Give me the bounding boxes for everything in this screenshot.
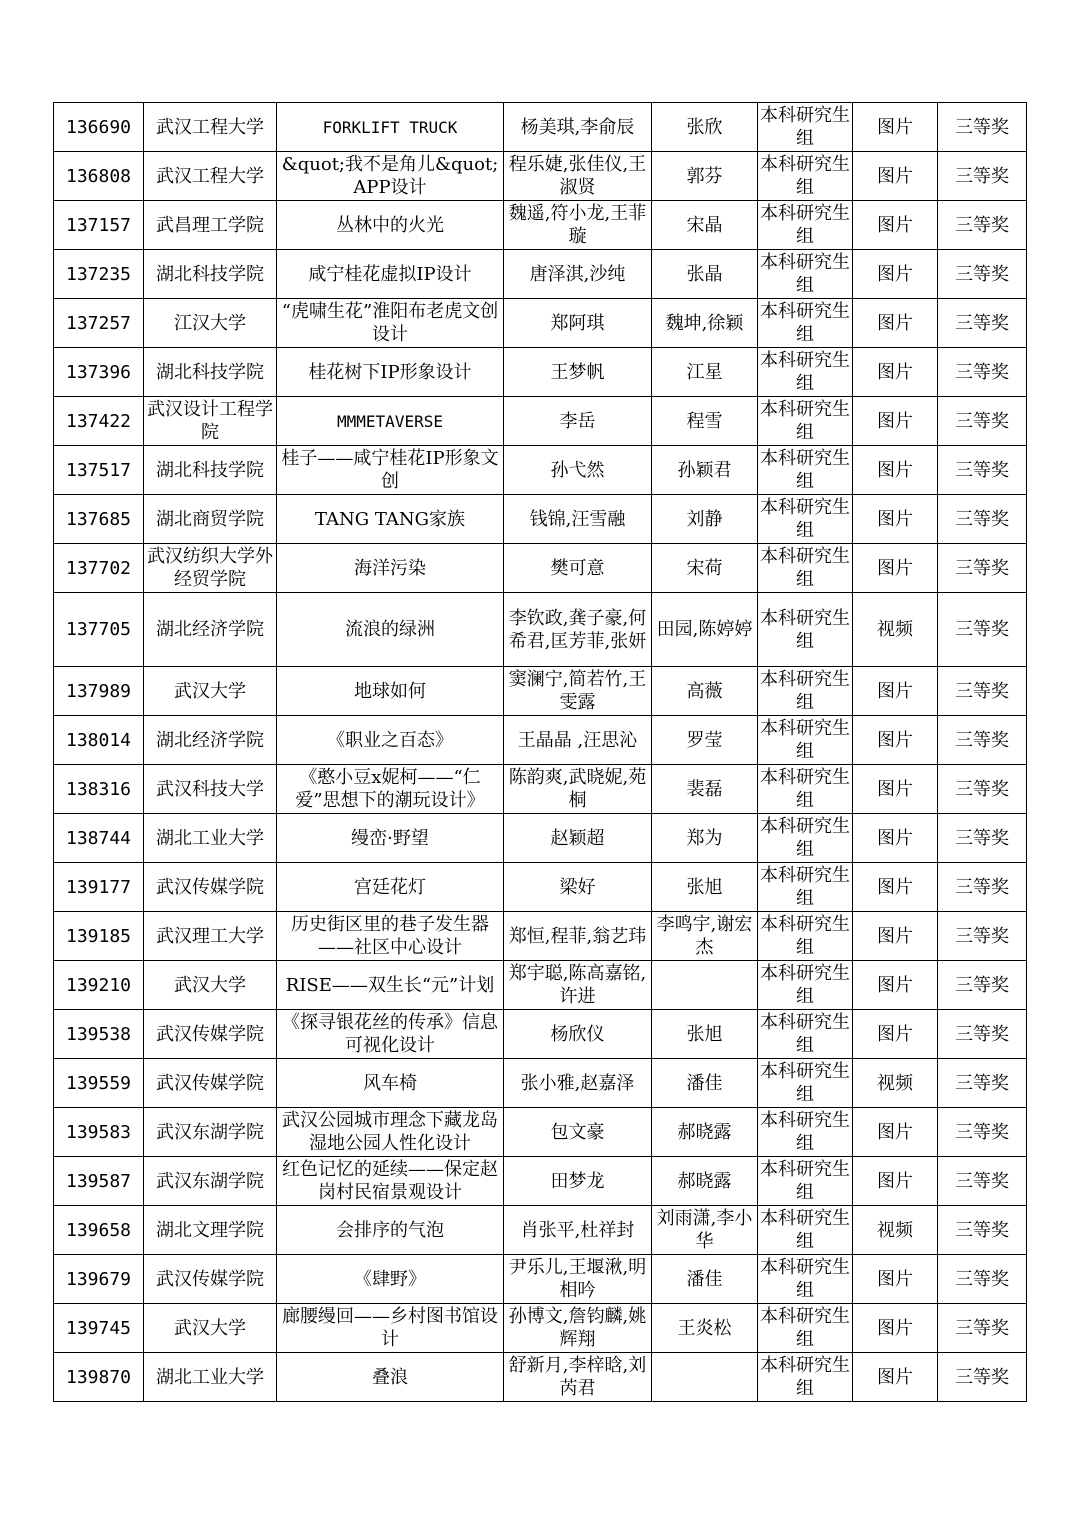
table-row <box>54 765 1027 814</box>
group-cell: 本科研究生组 <box>758 765 853 814</box>
school-cell: 武汉科技大学 <box>144 765 277 814</box>
entry-id-cell: 137396 <box>54 348 144 397</box>
table-row <box>54 1304 1027 1353</box>
title-cell: 桂子——咸宁桂花IP形象文创 <box>277 446 504 495</box>
title-cell: 廊腰缦回——乡村图书馆设计 <box>277 1304 504 1353</box>
type-cell: 视频 <box>853 593 938 667</box>
title-cell: 《职业之百态》 <box>277 716 504 765</box>
entry-id-cell: 136690 <box>54 103 144 152</box>
table-row <box>54 397 1027 446</box>
entry-id-cell: 139658 <box>54 1206 144 1255</box>
entry-id-cell: 138316 <box>54 765 144 814</box>
entry-id-cell: 137705 <box>54 593 144 667</box>
title-cell: 会排序的气泡 <box>277 1206 504 1255</box>
authors-cell: 舒新月,李梓晗,刘芮君 <box>504 1353 652 1402</box>
award-cell: 三等奖 <box>938 299 1027 348</box>
type-cell: 图片 <box>853 1353 938 1402</box>
type-cell: 图片 <box>853 1108 938 1157</box>
table-row <box>54 667 1027 716</box>
title-cell: 《憨小豆x妮柯——“仁爱”思想下的潮玩设计》 <box>277 765 504 814</box>
table-row <box>54 961 1027 1010</box>
group-cell: 本科研究生组 <box>758 1157 853 1206</box>
table-row <box>54 544 1027 593</box>
advisor-cell: 宋晶 <box>652 201 758 250</box>
advisor-cell: 张旭 <box>652 863 758 912</box>
authors-cell: 孙博文,詹钧麟,姚辉翔 <box>504 1304 652 1353</box>
group-cell: 本科研究生组 <box>758 1206 853 1255</box>
table-row <box>54 250 1027 299</box>
advisor-cell: 程雪 <box>652 397 758 446</box>
award-cell: 三等奖 <box>938 544 1027 593</box>
advisor-cell: 刘雨潇,李小华 <box>652 1206 758 1255</box>
group-cell: 本科研究生组 <box>758 201 853 250</box>
entry-id-cell: 137989 <box>54 667 144 716</box>
group-cell: 本科研究生组 <box>758 961 853 1010</box>
group-cell: 本科研究生组 <box>758 348 853 397</box>
award-cell: 三等奖 <box>938 593 1027 667</box>
group-cell: 本科研究生组 <box>758 250 853 299</box>
title-cell: 宫廷花灯 <box>277 863 504 912</box>
authors-cell: 杨美琪,李俞辰 <box>504 103 652 152</box>
group-cell: 本科研究生组 <box>758 397 853 446</box>
type-cell: 图片 <box>853 397 938 446</box>
group-cell: 本科研究生组 <box>758 446 853 495</box>
authors-cell: 唐泽淇,沙纯 <box>504 250 652 299</box>
group-cell: 本科研究生组 <box>758 1353 853 1402</box>
authors-cell: 尹乐儿,王堰湫,明相吟 <box>504 1255 652 1304</box>
table-row <box>54 1353 1027 1402</box>
advisor-cell: 郝晓露 <box>652 1157 758 1206</box>
advisor-cell: 潘佳 <box>652 1059 758 1108</box>
type-cell: 图片 <box>853 152 938 201</box>
title-cell: 咸宁桂花虚拟IP设计 <box>277 250 504 299</box>
advisor-cell: 高薇 <box>652 667 758 716</box>
award-cell: 三等奖 <box>938 765 1027 814</box>
school-cell: 武汉传媒学院 <box>144 1059 277 1108</box>
entry-id-cell: 137157 <box>54 201 144 250</box>
authors-cell: 陈韵爽,武晓妮,苑桐 <box>504 765 652 814</box>
authors-cell: 张小雅,赵嘉泽 <box>504 1059 652 1108</box>
table-row <box>54 152 1027 201</box>
award-cell: 三等奖 <box>938 1255 1027 1304</box>
advisor-cell: 张晶 <box>652 250 758 299</box>
award-cell: 三等奖 <box>938 1206 1027 1255</box>
entry-id-cell: 137257 <box>54 299 144 348</box>
award-cell: 三等奖 <box>938 1353 1027 1402</box>
group-cell: 本科研究生组 <box>758 716 853 765</box>
advisor-cell: 孙颖君 <box>652 446 758 495</box>
school-cell: 湖北工业大学 <box>144 814 277 863</box>
school-cell: 湖北经济学院 <box>144 593 277 667</box>
advisor-cell: 郑为 <box>652 814 758 863</box>
school-cell: 湖北经济学院 <box>144 716 277 765</box>
type-cell: 图片 <box>853 299 938 348</box>
title-cell: 叠浪 <box>277 1353 504 1402</box>
title-cell: TANG TANG家族 <box>277 495 504 544</box>
entry-id-cell: 139870 <box>54 1353 144 1402</box>
awards-table <box>53 102 1027 1402</box>
group-cell: 本科研究生组 <box>758 1304 853 1353</box>
advisor-cell: 宋荷 <box>652 544 758 593</box>
table-row <box>54 1059 1027 1108</box>
group-cell: 本科研究生组 <box>758 863 853 912</box>
table-row <box>54 446 1027 495</box>
type-cell: 图片 <box>853 1010 938 1059</box>
title-cell: 《探寻银花丝的传承》信息可视化设计 <box>277 1010 504 1059</box>
table-row <box>54 103 1027 152</box>
entry-id-cell: 138744 <box>54 814 144 863</box>
advisor-cell: 郭芬 <box>652 152 758 201</box>
authors-cell: 钱锦,汪雪融 <box>504 495 652 544</box>
award-cell: 三等奖 <box>938 1108 1027 1157</box>
entry-id-cell: 137235 <box>54 250 144 299</box>
advisor-cell: 田园,陈婷婷 <box>652 593 758 667</box>
award-cell: 三等奖 <box>938 103 1027 152</box>
title-cell: 流浪的绿洲 <box>277 593 504 667</box>
advisor-cell <box>652 1353 758 1402</box>
authors-cell: 郑阿琪 <box>504 299 652 348</box>
group-cell: 本科研究生组 <box>758 544 853 593</box>
authors-cell: 赵颖超 <box>504 814 652 863</box>
table-row <box>54 348 1027 397</box>
type-cell: 图片 <box>853 446 938 495</box>
entry-id-cell: 137685 <box>54 495 144 544</box>
school-cell: 武汉工程大学 <box>144 152 277 201</box>
table-row <box>54 593 1027 667</box>
group-cell: 本科研究生组 <box>758 299 853 348</box>
table-row <box>54 863 1027 912</box>
advisor-cell: 裴磊 <box>652 765 758 814</box>
award-cell: 三等奖 <box>938 348 1027 397</box>
award-cell: 三等奖 <box>938 814 1027 863</box>
group-cell: 本科研究生组 <box>758 912 853 961</box>
school-cell: 武汉传媒学院 <box>144 1010 277 1059</box>
title-cell: MMMETAVERSE <box>277 397 504 446</box>
title-cell: RISE——双生长“元”计划 <box>277 961 504 1010</box>
title-cell: 武汉公园城市理念下藏龙岛湿地公园人性化设计 <box>277 1108 504 1157</box>
type-cell: 图片 <box>853 495 938 544</box>
school-cell: 武汉大学 <box>144 961 277 1010</box>
type-cell: 图片 <box>853 961 938 1010</box>
title-cell: 红色记忆的延续——保定赵岗村民宿景观设计 <box>277 1157 504 1206</box>
group-cell: 本科研究生组 <box>758 814 853 863</box>
entry-id-cell: 136808 <box>54 152 144 201</box>
entry-id-cell: 137422 <box>54 397 144 446</box>
entry-id-cell: 137517 <box>54 446 144 495</box>
table-row <box>54 716 1027 765</box>
title-cell: 地球如何 <box>277 667 504 716</box>
authors-cell: 樊可意 <box>504 544 652 593</box>
title-cell: 缦峦·野望 <box>277 814 504 863</box>
school-cell: 武汉设计工程学院 <box>144 397 277 446</box>
advisor-cell: 罗莹 <box>652 716 758 765</box>
school-cell: 武汉传媒学院 <box>144 863 277 912</box>
entry-id-cell: 137702 <box>54 544 144 593</box>
award-cell: 三等奖 <box>938 152 1027 201</box>
group-cell: 本科研究生组 <box>758 1059 853 1108</box>
group-cell: 本科研究生组 <box>758 1255 853 1304</box>
award-cell: 三等奖 <box>938 397 1027 446</box>
type-cell: 图片 <box>853 814 938 863</box>
award-cell: 三等奖 <box>938 250 1027 299</box>
school-cell: 湖北科技学院 <box>144 250 277 299</box>
award-cell: 三等奖 <box>938 961 1027 1010</box>
advisor-cell: 潘佳 <box>652 1255 758 1304</box>
type-cell: 图片 <box>853 250 938 299</box>
group-cell: 本科研究生组 <box>758 1108 853 1157</box>
advisor-cell <box>652 961 758 1010</box>
group-cell: 本科研究生组 <box>758 667 853 716</box>
type-cell: 视频 <box>853 1059 938 1108</box>
table-row <box>54 1157 1027 1206</box>
type-cell: 图片 <box>853 912 938 961</box>
school-cell: 湖北工业大学 <box>144 1353 277 1402</box>
group-cell: 本科研究生组 <box>758 103 853 152</box>
award-cell: 三等奖 <box>938 912 1027 961</box>
award-cell: 三等奖 <box>938 1010 1027 1059</box>
award-cell: 三等奖 <box>938 446 1027 495</box>
table-row <box>54 814 1027 863</box>
entry-id-cell: 139210 <box>54 961 144 1010</box>
title-cell: FORKLIFT TRUCK <box>277 103 504 152</box>
award-cell: 三等奖 <box>938 1157 1027 1206</box>
title-cell: 桂花树下IP形象设计 <box>277 348 504 397</box>
authors-cell: 魏遥,符小龙,王菲璇 <box>504 201 652 250</box>
authors-cell: 郑恒,程菲,翁艺玮 <box>504 912 652 961</box>
type-cell: 图片 <box>853 765 938 814</box>
school-cell: 武汉大学 <box>144 667 277 716</box>
table-row <box>54 912 1027 961</box>
authors-cell: 李岳 <box>504 397 652 446</box>
title-cell: 海洋污染 <box>277 544 504 593</box>
title-cell: 《肆野》 <box>277 1255 504 1304</box>
group-cell: 本科研究生组 <box>758 495 853 544</box>
entry-id-cell: 139559 <box>54 1059 144 1108</box>
table-row <box>54 1255 1027 1304</box>
advisor-cell: 张旭 <box>652 1010 758 1059</box>
type-cell: 图片 <box>853 667 938 716</box>
school-cell: 湖北科技学院 <box>144 348 277 397</box>
title-cell: 风车椅 <box>277 1059 504 1108</box>
entry-id-cell: 139745 <box>54 1304 144 1353</box>
school-cell: 湖北文理学院 <box>144 1206 277 1255</box>
authors-cell: 孙弋然 <box>504 446 652 495</box>
authors-cell: 肖张平,杜祥封 <box>504 1206 652 1255</box>
award-cell: 三等奖 <box>938 863 1027 912</box>
table-row <box>54 299 1027 348</box>
school-cell: 湖北科技学院 <box>144 446 277 495</box>
type-cell: 图片 <box>853 716 938 765</box>
type-cell: 视频 <box>853 1206 938 1255</box>
entry-id-cell: 139177 <box>54 863 144 912</box>
type-cell: 图片 <box>853 103 938 152</box>
table-row <box>54 495 1027 544</box>
group-cell: 本科研究生组 <box>758 152 853 201</box>
table-row <box>54 1206 1027 1255</box>
title-cell: &quot;我不是角儿&quot;APP设计 <box>277 152 504 201</box>
group-cell: 本科研究生组 <box>758 1010 853 1059</box>
award-cell: 三等奖 <box>938 1304 1027 1353</box>
award-cell: 三等奖 <box>938 667 1027 716</box>
authors-cell: 王梦帆 <box>504 348 652 397</box>
advisor-cell: 魏坤,徐颖 <box>652 299 758 348</box>
authors-cell: 王晶晶 ,汪思沁 <box>504 716 652 765</box>
advisor-cell: 李鸣宇,谢宏杰 <box>652 912 758 961</box>
awards-table-body <box>54 103 1027 1402</box>
entry-id-cell: 139185 <box>54 912 144 961</box>
table-row <box>54 1010 1027 1059</box>
type-cell: 图片 <box>853 863 938 912</box>
school-cell: 武汉传媒学院 <box>144 1255 277 1304</box>
award-cell: 三等奖 <box>938 1059 1027 1108</box>
type-cell: 图片 <box>853 1304 938 1353</box>
authors-cell: 郑宇聪,陈高嘉铭,许进 <box>504 961 652 1010</box>
award-cell: 三等奖 <box>938 201 1027 250</box>
type-cell: 图片 <box>853 348 938 397</box>
title-cell: 历史街区里的巷子发生器——社区中心设计 <box>277 912 504 961</box>
authors-cell: 杨欣仪 <box>504 1010 652 1059</box>
type-cell: 图片 <box>853 544 938 593</box>
school-cell: 武汉东湖学院 <box>144 1157 277 1206</box>
school-cell: 武昌理工学院 <box>144 201 277 250</box>
advisor-cell: 张欣 <box>652 103 758 152</box>
school-cell: 江汉大学 <box>144 299 277 348</box>
award-cell: 三等奖 <box>938 716 1027 765</box>
entry-id-cell: 139538 <box>54 1010 144 1059</box>
table-row <box>54 201 1027 250</box>
advisor-cell: 江星 <box>652 348 758 397</box>
title-cell: “虎啸生花”淮阳布老虎文创设计 <box>277 299 504 348</box>
authors-cell: 梁好 <box>504 863 652 912</box>
authors-cell: 包文豪 <box>504 1108 652 1157</box>
school-cell: 武汉工程大学 <box>144 103 277 152</box>
entry-id-cell: 139679 <box>54 1255 144 1304</box>
authors-cell: 窦澜宁,简若竹,王雯露 <box>504 667 652 716</box>
authors-cell: 程乐婕,张佳仪,王淑贤 <box>504 152 652 201</box>
authors-cell: 李钦政,龚子豪,何希君,匡芳菲,张妍 <box>504 593 652 667</box>
title-cell: 丛林中的火光 <box>277 201 504 250</box>
type-cell: 图片 <box>853 1157 938 1206</box>
advisor-cell: 王炎松 <box>652 1304 758 1353</box>
award-cell: 三等奖 <box>938 495 1027 544</box>
advisor-cell: 刘静 <box>652 495 758 544</box>
school-cell: 武汉理工大学 <box>144 912 277 961</box>
school-cell: 武汉大学 <box>144 1304 277 1353</box>
type-cell: 图片 <box>853 1255 938 1304</box>
group-cell: 本科研究生组 <box>758 593 853 667</box>
type-cell: 图片 <box>853 201 938 250</box>
entry-id-cell: 139583 <box>54 1108 144 1157</box>
school-cell: 武汉纺织大学外经贸学院 <box>144 544 277 593</box>
advisor-cell: 郝晓露 <box>652 1108 758 1157</box>
entry-id-cell: 138014 <box>54 716 144 765</box>
entry-id-cell: 139587 <box>54 1157 144 1206</box>
table-row <box>54 1108 1027 1157</box>
school-cell: 武汉东湖学院 <box>144 1108 277 1157</box>
authors-cell: 田梦龙 <box>504 1157 652 1206</box>
school-cell: 湖北商贸学院 <box>144 495 277 544</box>
